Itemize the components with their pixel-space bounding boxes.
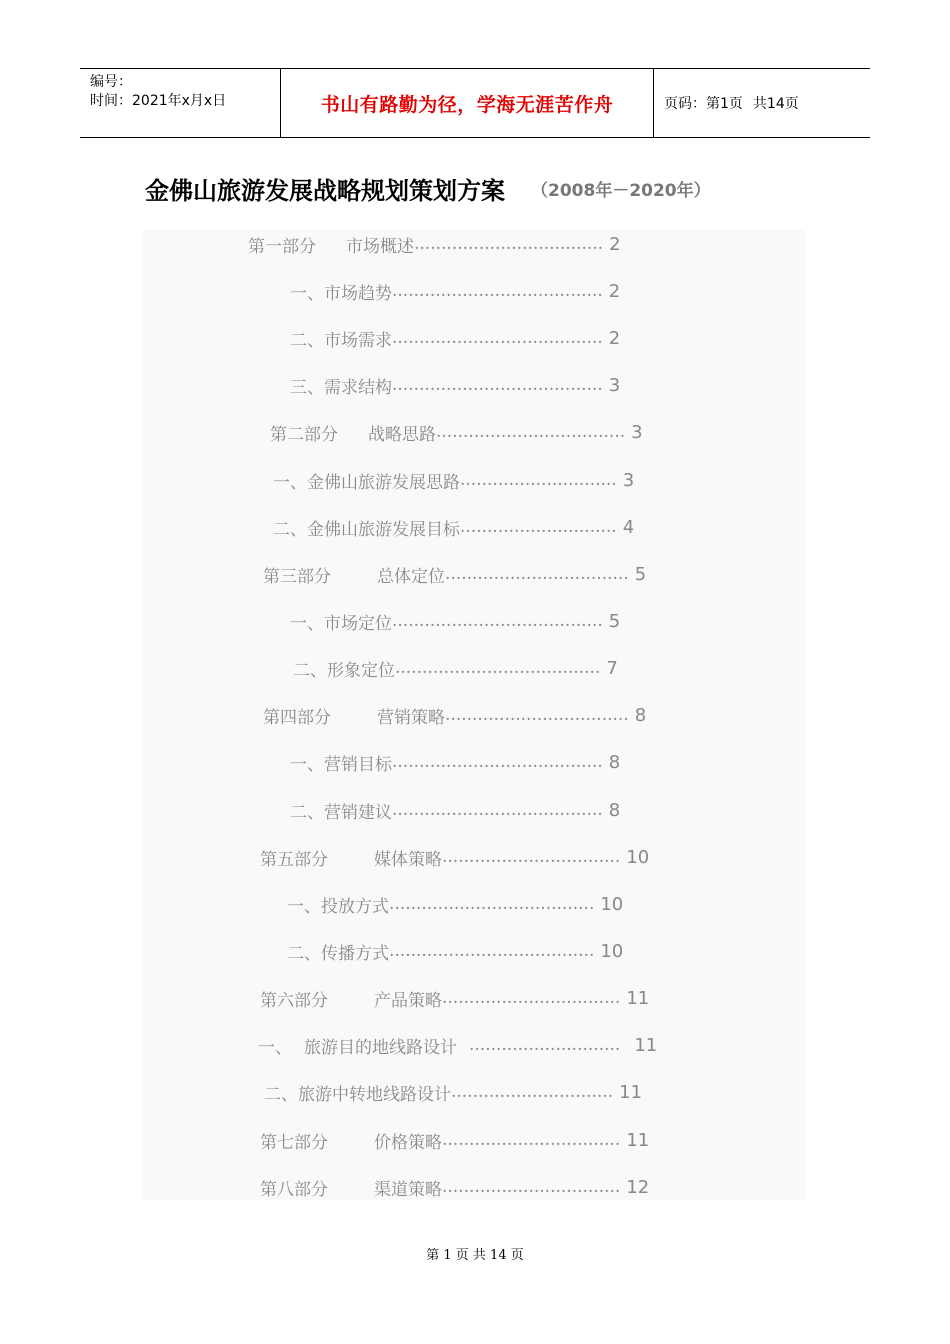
document-subtitle: （2008年－2020年） — [531, 180, 711, 201]
toc-entry[interactable] — [143, 1077, 927, 1107]
toc-entry-label: 第四部分 — [263, 707, 331, 728]
toc-entry-label: 第八部分 — [260, 1179, 328, 1200]
toc-entry-dots: ...................................... — [395, 658, 601, 678]
toc-entry-label: 第七部分 — [260, 1132, 328, 1153]
toc-entry-dots: ....................................... — [392, 375, 603, 395]
table-of-contents — [143, 229, 806, 1200]
toc-entry-dots: ................................... — [436, 422, 626, 442]
toc-entry-page: 8 — [608, 799, 621, 821]
toc-entry-dots: ....................................... — [392, 611, 603, 631]
toc-entry-page: 11 — [619, 1081, 643, 1103]
toc-entry-page: 10 — [600, 940, 624, 962]
toc-entry-text: 总体定位 — [377, 566, 445, 587]
toc-entry[interactable] — [143, 276, 950, 306]
toc-entry[interactable] — [143, 747, 950, 777]
toc-entry-text: 二、市场需求 — [290, 330, 392, 351]
toc-entry[interactable] — [143, 229, 911, 259]
toc-entry-dots: ............................. — [460, 470, 617, 490]
toc-entry-page: 10 — [626, 846, 650, 868]
toc-entry-text: 一、市场趋势 — [290, 283, 392, 304]
toc-entry-text: 价格策略 — [374, 1132, 442, 1153]
toc-entry-dots: ...................................... — [389, 941, 595, 961]
toc-entry-label: 第一部分 — [248, 236, 316, 257]
toc-entry-text: 一、投放方式 — [287, 896, 389, 917]
toc-entry-dots: ....................................... — [392, 800, 603, 820]
toc-entry-page: 4 — [622, 516, 635, 538]
toc-entry-dots: ................................. — [442, 1177, 621, 1197]
toc-entry-text: 二、金佛山旅游发展目标 — [273, 519, 460, 540]
header-motto-cell — [281, 69, 654, 137]
toc-entry-text: 产品策略 — [374, 990, 442, 1011]
toc-entry-dots: ................................. — [442, 847, 621, 867]
toc-entry-page: 11 — [634, 1034, 658, 1056]
toc-entry-dots: .................................. — [445, 564, 629, 584]
toc-entry-dots: ............................. — [460, 517, 617, 537]
toc-entry[interactable] — [143, 936, 950, 966]
header-page-cell — [654, 69, 870, 137]
toc-entry-text: 媒体策略 — [374, 849, 442, 870]
header-left-cell — [80, 69, 281, 137]
toc-entry-text: 二、形象定位 — [293, 660, 395, 681]
toc-entry-dots: ............................ — [469, 1035, 621, 1055]
toc-entry-text: 二、旅游中转地线路设计 — [264, 1084, 451, 1105]
toc-entry-page: 2 — [608, 327, 621, 349]
document-title: 金佛山旅游发展战略规划策划方案 — [145, 175, 505, 205]
toc-entry-text: 二、传播方式 — [287, 943, 389, 964]
toc-entry-page: 3 — [608, 374, 621, 396]
toc-entry-page: 8 — [608, 751, 621, 773]
toc-entry[interactable] — [143, 1172, 923, 1202]
toc-entry[interactable] — [143, 653, 950, 683]
toc-entry-dots: .................................. — [445, 705, 629, 725]
toc-entry-label: 第五部分 — [260, 849, 328, 870]
toc-entry[interactable] — [143, 1125, 923, 1155]
toc-entry-text: 一、市场定位 — [290, 613, 392, 634]
toc-entry[interactable] — [143, 370, 950, 400]
toc-entry-dots: .............................. — [451, 1082, 614, 1102]
toc-entry-text: 一、营销目标 — [290, 754, 392, 775]
toc-entry-text: 战略思路 — [368, 424, 436, 445]
toc-entry-dots: ................................... — [414, 234, 604, 254]
toc-entry[interactable] — [143, 795, 950, 825]
header-table — [80, 68, 870, 138]
toc-entry-page: 7 — [606, 657, 618, 679]
toc-entry-page: 8 — [634, 704, 647, 726]
toc-entry[interactable] — [143, 559, 926, 589]
header-motto: 书山有路勤为径，学海无涯苦作舟 — [320, 93, 614, 116]
toc-entry-page: 2 — [608, 280, 621, 302]
toc-entry[interactable] — [143, 889, 950, 919]
toc-entry-page: 3 — [631, 421, 643, 443]
toc-entry-dots: ................................. — [442, 1130, 621, 1150]
toc-entry-dots: ...................................... — [389, 894, 595, 914]
toc-entry-text: 一、金佛山旅游发展思路 — [273, 472, 460, 493]
toc-entry-page: 3 — [622, 469, 635, 491]
toc-entry-label: 第六部分 — [260, 990, 328, 1011]
toc-entry[interactable] — [143, 465, 936, 495]
title-row — [145, 168, 865, 208]
doc-time-label: 时间：2021年x月x日 — [90, 93, 227, 109]
toc-entry-dots: ....................................... — [392, 281, 603, 301]
toc-entry[interactable] — [143, 323, 950, 353]
toc-entry-label: 第二部分 — [270, 424, 338, 445]
toc-entry-label: 一、 — [258, 1037, 292, 1058]
toc-entry-page: 5 — [634, 563, 647, 585]
toc-entry-dots: ................................. — [442, 988, 621, 1008]
toc-entry[interactable] — [143, 512, 936, 542]
page-number-label: 页码：第1页 — [664, 96, 743, 112]
toc-entry-dots: ....................................... — [392, 328, 603, 348]
toc-entry-page: 12 — [626, 1176, 650, 1198]
toc-entry-text: 二、营销建议 — [290, 802, 392, 823]
toc-entry-text: 三、需求结构 — [290, 377, 392, 398]
toc-entry-text: 市场概述 — [346, 236, 414, 257]
toc-entry[interactable] — [143, 417, 933, 447]
toc-entry-dots: ....................................... — [392, 752, 603, 772]
doc-number-label: 编号： — [90, 74, 132, 90]
toc-entry-page: 10 — [600, 893, 624, 915]
toc-entry[interactable] — [143, 1030, 921, 1060]
page-total-label: 共14页 — [752, 96, 799, 112]
toc-entry[interactable] — [143, 983, 923, 1013]
toc-entry-page: 2 — [609, 233, 621, 255]
toc-entry-text: 旅游目的地线路设计 — [304, 1037, 457, 1058]
toc-entry-page: 11 — [626, 1129, 650, 1151]
page-footer: 第 1 页 共 14 页 — [426, 1248, 524, 1263]
toc-entry-page: 11 — [626, 987, 650, 1009]
toc-entry[interactable] — [143, 842, 923, 872]
toc-entry-text: 渠道策略 — [374, 1179, 442, 1200]
toc-entry-page: 5 — [608, 610, 621, 632]
toc-entry-text: 营销策略 — [377, 707, 445, 728]
toc-entry-label: 第三部分 — [263, 566, 331, 587]
toc-entry[interactable] — [143, 700, 926, 730]
toc-entry[interactable] — [143, 606, 950, 636]
